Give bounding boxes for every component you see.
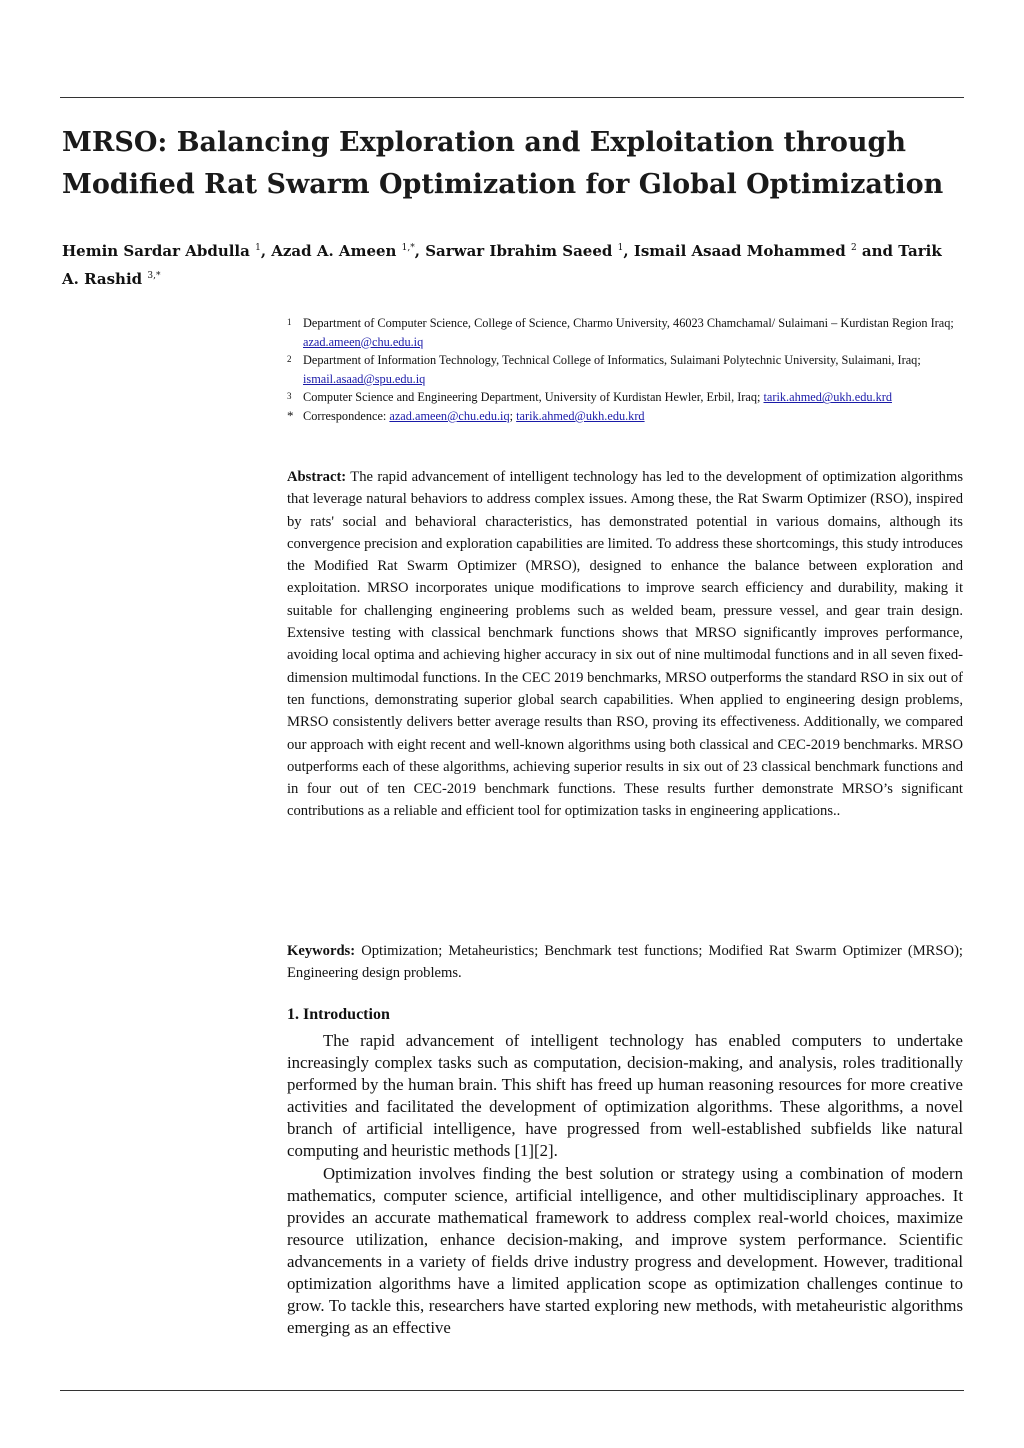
top-rule xyxy=(60,97,964,98)
author-list xyxy=(62,236,962,292)
author-name: Hemin Sardar Abdulla xyxy=(62,242,250,260)
correspondence-email-link[interactable]: tarik.ahmed@ukh.edu.krd xyxy=(516,408,645,423)
paper-title: MRSO: Balancing Exploration and Exploitation through Modified Rat Swarm Optimization for Global Optimization xyxy=(62,127,944,200)
bottom-rule xyxy=(60,1390,964,1391)
author-affil-mark: 1,* xyxy=(401,243,415,253)
correspondence-separator: ; xyxy=(509,408,517,423)
correspondence-item xyxy=(287,407,967,426)
paragraph: Optimization involves finding the best solution or strategy using a combination of modern mathematics, computer science, artificial intelligence, and other multidisciplinary approaches. It provides an accurate mathematical framework to address complex real-world choices, maximize resource utilization, enhance decision-making, and improve system performance. Scientific advancements in a variety of fields drive industry progress and development. However, traditional optimization algorithms have a limited application scope as optimization challenges continue to grow. To tackle this, researchers have started exploring new methods, with metaheuristic algorithms emerging as an effective xyxy=(287,1163,963,1338)
affiliation-item xyxy=(287,351,967,388)
abstract-label: Abstract: xyxy=(287,469,347,485)
keywords-text: Optimization; Metaheuristics; Benchmark test functions; Modified Rat Swarm Optimizer (MRSO); Engineering design problems. xyxy=(287,943,963,982)
author-name: Sarwar Ibrahim Saeed xyxy=(425,242,613,260)
author-separator: , xyxy=(623,242,634,260)
affiliation-mark: 2 xyxy=(287,354,292,365)
author-and: and xyxy=(856,242,899,260)
paragraph: The rapid advancement of intelligent technology has enabled computers to undertake increasingly complex tasks such as computation, decision-making, and analysis, roles traditionally performed by the human brain. This shift has freed up human reasoning resources for more creative activities and facilitated the development of optimization algorithms. These algorithms, a novel branch of artificial intelligence, have progressed from well-established subfields like natural computing and heuristic methods [1][2]. xyxy=(287,1031,963,1161)
affiliation-email-link[interactable]: tarik.ahmed@ukh.edu.krd xyxy=(763,390,892,405)
affiliation-email-link[interactable]: azad.ameen@chu.edu.iq xyxy=(303,334,424,349)
keywords-label: Keywords: xyxy=(287,943,356,959)
affiliation-email-link[interactable]: ismail.asaad@spu.edu.iq xyxy=(303,371,426,386)
author-separator: , xyxy=(414,242,426,260)
affiliation-text: Computer Science and Engineering Department, University of Kurdistan Hewler, Erbil, Iraq; xyxy=(303,390,764,405)
affiliation-text: Department of Information Technology, Technical College of Informatics, Sulaimani Polytechnic University, Sulaimani, Iraq; xyxy=(303,353,921,368)
author-affil-mark: 1 xyxy=(255,243,261,253)
correspondence-email-link[interactable]: azad.ameen@chu.edu.iq xyxy=(389,408,510,423)
affiliation-list xyxy=(287,314,967,426)
section-heading: 1. Introduction xyxy=(287,1006,390,1023)
author-name: Tarik A. Rashid xyxy=(62,242,942,288)
affiliation-text: Department of Computer Science, College of Science, Charmo University, 46023 Chamchamal/ Sulaimani – Kurdistan Region Iraq; xyxy=(303,316,954,330)
introduction-body xyxy=(287,1030,963,1339)
correspondence-mark: * xyxy=(287,407,294,423)
abstract-text: The rapid advancement of intelligent technology has led to the development of optimization algorithms that leverage natural behaviors to address complex issues. Among these, the Rat Swarm Optimizer (RSO), inspired by rats' social and behavioral characteristics, has demonstrated potential in various domains, although its convergence precision and exploration capabilities are limited. To address these shortcomings, this study introduces the Modified Rat Swarm Optimizer (MRSO), designed to enhance the balance between exploration and exploitation. MRSO incorporates unique modifications to improve search efficiency and durability, making it suitable for challenging engineering problems such as welded beam, pressure vessel, and gear train design. Extensive testing with classical benchmark functions shows that MRSO significantly improves performance, avoiding local optima and achieving higher accuracy in six out of nine multimodal functions and in all seven fixed-dimension multimodal functions. In the CEC 2019 benchmarks, MRSO outperforms the standard RSO in six out of ten functions, demonstrating superior global search capabilities. When applied to engineering design problems, MRSO consistently delivers better average results than RSO, proving its effectiveness. Additionally, we compared our approach with eight recent and well-known algorithms using both classical and CEC-2019 benchmarks. MRSO outperforms each of these algorithms, achieving superior results in six out of 23 classical benchmark functions and in four out of ten CEC-2019 benchmark functions. These results further demonstrate MRSO’s significant contributions as a reliable and efficient tool for optimization tasks in engineering applications.. xyxy=(287,469,963,820)
author-separator: , xyxy=(260,242,272,260)
affiliation-item xyxy=(287,314,967,351)
author-affil-mark: 2 xyxy=(850,243,857,253)
author-name: Ismail Asaad Mohammed xyxy=(633,242,846,260)
author-name: Azad A. Ameen xyxy=(271,242,397,260)
abstract xyxy=(287,466,963,823)
affiliation-item xyxy=(287,388,967,407)
author-affil-mark: 1 xyxy=(617,243,624,253)
keywords xyxy=(287,940,963,985)
correspondence-label: Correspondence: xyxy=(303,408,390,423)
affiliation-mark: 3 xyxy=(287,391,292,402)
author-affil-mark: 3,* xyxy=(147,271,161,281)
affiliation-mark: 1 xyxy=(287,317,292,327)
